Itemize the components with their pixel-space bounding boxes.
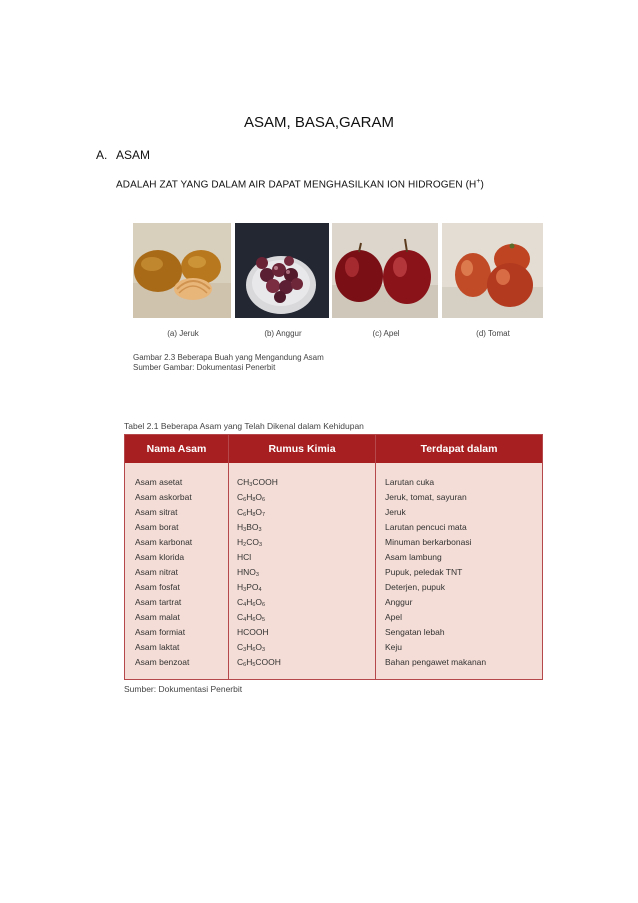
cell-found-in: Larutan cuka: [385, 477, 435, 487]
cell-found-in: Pupuk, peledak TNT: [385, 567, 463, 577]
cell-acid-name: Asam karbonat: [135, 537, 193, 547]
acid-table: [124, 434, 543, 680]
figure-caption-title: Gambar 2.3 Beberapa Buah yang Mengandung Asam: [133, 353, 324, 362]
cell-formula: $C_3H_6O_3$: [237, 642, 266, 653]
cell-formula: $H_3BO_3$: [237, 522, 262, 533]
cell-acid-name: Asam tartrat: [135, 597, 182, 607]
table-header: [125, 435, 542, 463]
caption-apel: (c) Apel: [372, 329, 400, 338]
cell-found-in: Anggur: [385, 597, 413, 607]
definition-body: ADALAH ZAT YANG DALAM AIR DAPAT MENGHASILKAN ION HIDROGEN (H: [116, 179, 477, 191]
section-number: A.: [96, 148, 108, 162]
header-nama-asam: Nama Asam: [146, 443, 207, 455]
cell-acid-name: Asam borat: [135, 522, 179, 532]
definition-text: [116, 178, 484, 190]
cell-found-in: Deterjen, pupuk: [385, 582, 446, 592]
definition-close: ): [480, 179, 484, 191]
page-title: ASAM, BASA,GARAM: [243, 114, 395, 131]
cell-acid-name: Asam fosfat: [135, 582, 180, 592]
figure-caption: [133, 353, 324, 373]
cell-acid-name: Asam askorbat: [135, 492, 192, 502]
photo-tomat: [442, 223, 543, 318]
column-divider: [228, 435, 229, 679]
table-source: Sumber: Dokumentasi Penerbit: [124, 684, 243, 694]
cell-formula: $C_6H_8O_6$: [237, 492, 266, 503]
caption-anggur: (b) Anggur: [264, 329, 302, 338]
section-heading: [96, 148, 150, 162]
column-formulas: [237, 475, 281, 670]
cell-formula: $C_4H_6O_6$: [237, 597, 266, 608]
cell-formula: $HNO_3$: [237, 567, 259, 578]
caption-tomat: (d) Tomat: [476, 329, 510, 338]
cell-formula: $CH_3COOH$: [237, 477, 278, 488]
cell-formula: $C_6H_8O_7$: [237, 507, 266, 518]
definition-superscript: +: [476, 178, 481, 185]
cell-acid-name: Asam benzoat: [135, 657, 190, 667]
cell-acid-name: Asam formiat: [135, 627, 186, 637]
caption-jeruk: (a) Jeruk: [167, 329, 199, 338]
cell-found-in: Bahan pengawet makanan: [385, 657, 487, 667]
cell-acid-name: Asam sitrat: [135, 507, 178, 517]
figure-caption-source: Sumber Gambar: Dokumentasi Penerbit: [133, 363, 276, 372]
cell-acid-name: Asam asetat: [135, 477, 183, 487]
cell-formula: $H_3PO_4$: [237, 582, 262, 593]
cell-formula: $C_4H_6O_5$: [237, 612, 266, 623]
cell-found-in: Jeruk, tomat, sayuran: [385, 492, 467, 502]
column-divider: [375, 435, 376, 679]
cell-formula: HCOOH: [237, 627, 269, 637]
cell-formula: $C_6H_5COOH$: [237, 657, 281, 668]
header-terdapat-dalam: Terdapat dalam: [420, 443, 498, 455]
table-caption: Tabel 2.1 Beberapa Asam yang Telah Dikenal dalam Kehidupan: [124, 421, 364, 431]
header-rumus-kimia: Rumus Kimia: [268, 443, 336, 455]
cell-acid-name: Asam laktat: [135, 642, 180, 652]
photo-apel: [332, 223, 438, 318]
photo-anggur: [235, 223, 329, 318]
column-names: [135, 475, 192, 670]
cell-found-in: Jeruk: [385, 507, 406, 517]
cell-found-in: Sengatan lebah: [385, 627, 445, 637]
cell-acid-name: Asam klorida: [135, 552, 185, 562]
cell-acid-name: Asam nitrat: [135, 567, 178, 577]
column-found-in: [385, 475, 486, 670]
cell-found-in: Asam lambung: [385, 552, 442, 562]
cell-formula: $H_2CO_3$: [237, 537, 263, 548]
cell-found-in: Apel: [385, 612, 403, 622]
fruit-photos: [133, 223, 543, 318]
photo-captions: [133, 329, 543, 343]
cell-found-in: Minuman berkarbonasi: [385, 537, 472, 547]
photo-jeruk: [133, 223, 231, 318]
cell-found-in: Larutan pencuci mata: [385, 522, 467, 532]
cell-acid-name: Asam malat: [135, 612, 180, 622]
cell-found-in: Keju: [385, 642, 403, 652]
cell-formula: HCl: [237, 552, 252, 562]
section-title: ASAM: [116, 148, 151, 162]
